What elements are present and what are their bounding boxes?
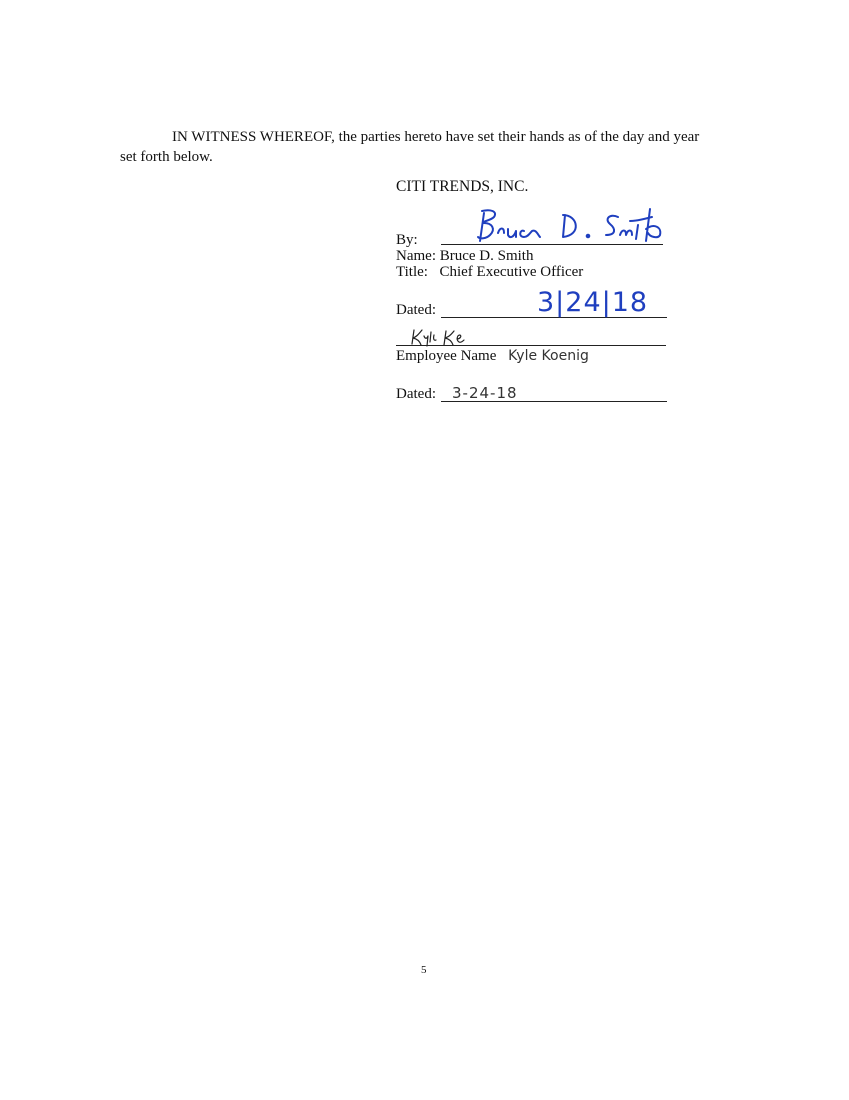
employee-name-row [396,348,589,365]
by-label: By: [396,232,418,248]
employee-name-value: Kyle Koenig [508,348,589,364]
company-dated-value: 3|24|18 [537,287,649,318]
employee-dated-label: Dated: [396,386,436,402]
name-label: Name: [396,248,436,264]
company-dated-label: Dated: [396,302,436,318]
title-row [396,264,583,281]
name-row [396,248,533,265]
employee-name-label: Employee Name [396,348,497,364]
witness-clause-line-2: set forth below. [120,149,213,165]
page-number: 5 [421,964,427,976]
title-value: Chief Executive Officer [439,264,584,280]
name-value: Bruce D. Smith [439,248,534,264]
title-label: Title: [396,264,428,280]
employee-dated-value: 3-24-18 [452,384,518,402]
employee-signature-image [408,327,478,349]
ceo-signature-image [470,205,670,250]
company-name: CITI TRENDS, INC. [396,178,529,195]
witness-clause-line-1: IN WITNESS WHEREOF, the parties hereto have set their hands as of the day and year [172,129,700,145]
